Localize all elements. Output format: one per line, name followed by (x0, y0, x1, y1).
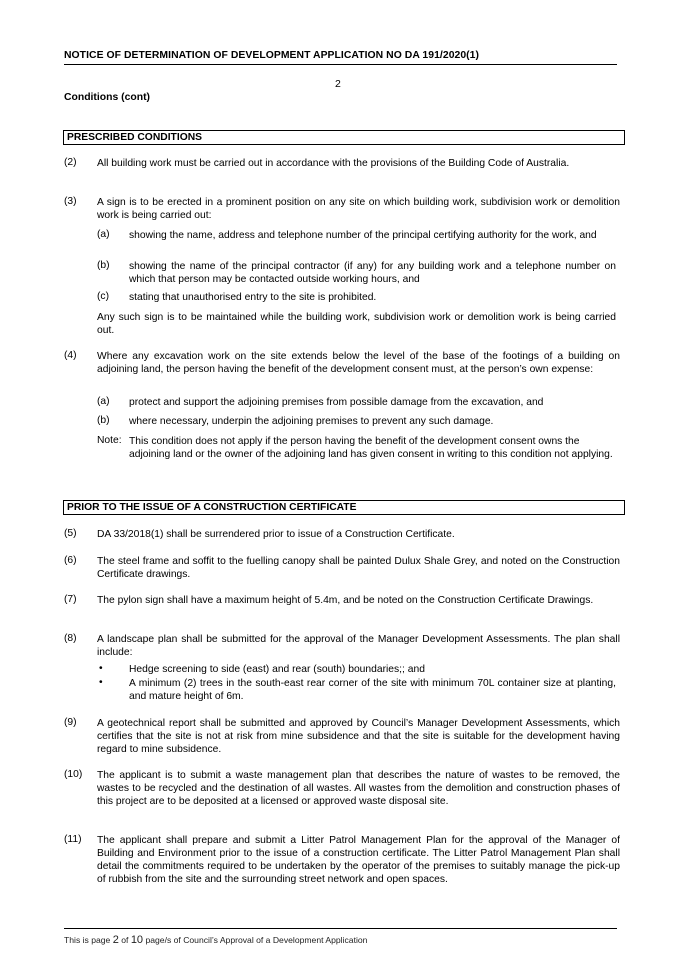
footer-of: of (118, 935, 131, 945)
page-footer (64, 934, 367, 946)
condition-7 (64, 594, 620, 607)
condition-text: A sign is to be erected in a prominent position on any site on which building work, subdivision work or demolition work is being carried out: (97, 197, 620, 221)
condition-text: The steel frame and soffit to the fuelling canopy shall be painted Dulux Shale Grey, and noted on the Construction Certificate drawings. (97, 556, 620, 580)
conditions-cont-heading: Conditions (cont) (64, 92, 150, 103)
condition-8 (64, 633, 620, 659)
condition-number: (11) (64, 834, 82, 845)
document-title: NOTICE OF DETERMINATION OF DEVELOPMENT APPLICATION NO DA 191/2020(1) (64, 50, 480, 61)
condition-text: Where any excavation work on the site extends below the level of the base of the footings of a building on adjoining land, the person having the benefit of the development consent must, at the person’s own expense: (97, 351, 620, 375)
condition-5 (64, 528, 620, 541)
condition-text: A geotechnical report shall be submitted and approved by Council’s Manager Development Assessments, which certifies that the site is not at risk from mine subsidence and that the site is suitable for the development having regard to mine subsidence. (97, 718, 620, 755)
condition-4 (64, 350, 620, 376)
item-label: (b) (97, 415, 110, 426)
bullet-marker: • (99, 663, 103, 674)
item-text: showing the name, address and telephone number of the principal certifying authority for the work, and (129, 230, 597, 241)
condition-number: (10) (64, 769, 83, 780)
condition-4-note (97, 435, 616, 461)
condition-number: (6) (64, 555, 77, 566)
condition-8-bullet-2: A minimum (2) trees in the south-east rear corner of the site with minimum 70L container size at planting, and mature height of 6m. (129, 678, 616, 702)
condition-8-bullet-1: Hedge screening to side (east) and rear (south) boundaries;; and (129, 664, 425, 675)
condition-number: (2) (64, 157, 77, 168)
condition-text: DA 33/2018(1) shall be surrendered prior to issue of a Construction Certificate. (97, 529, 455, 540)
condition-number: (7) (64, 594, 77, 605)
item-text: where necessary, underpin the adjoining premises to prevent any such damage. (129, 416, 494, 427)
condition-3-item-a (97, 229, 616, 242)
condition-10 (64, 769, 620, 808)
note-text: This condition does not apply if the person having the benefit of the development consent owns the adjoining land or the owner of the adjoining land has given consent in writing to this condition not applying. (129, 436, 613, 460)
condition-text: All building work must be carried out in accordance with the provisions of the Building Code of Australia. (97, 158, 570, 169)
item-label: (a) (97, 396, 110, 407)
condition-text: The applicant is to submit a waste management plan that describes the nature of wastes to be removed, the wastes to be recycled and the destination of all wastes. All wastes from the demolition and construction phases of this project are to be deposited at a licensed or approved waste disposal site. (97, 770, 620, 807)
condition-number: (8) (64, 633, 77, 644)
footer-total: 10 (130, 934, 144, 946)
item-label: (c) (97, 291, 110, 302)
condition-3-item-b (97, 260, 616, 286)
section-heading-construction-certificate: PRIOR TO THE ISSUE OF A CONSTRUCTION CERTIFICATE (63, 500, 625, 515)
condition-text: The pylon sign shall have a maximum height of 5.4m, and be noted on the Construction Certificate Drawings. (97, 595, 594, 606)
note-label: Note: (97, 435, 122, 446)
item-text: showing the name of the principal contractor (if any) for any building work and a telephone number on which that person may be contacted outside working hours, and (129, 261, 616, 285)
condition-9 (64, 717, 620, 756)
condition-number: (5) (64, 528, 77, 539)
condition-3-item-c (97, 291, 616, 304)
condition-number: (9) (64, 717, 77, 728)
condition-3-tail: Any such sign is to be maintained while the building work, subdivision work or demolition work is being carried out. (97, 312, 616, 336)
condition-4-item-b (97, 415, 616, 428)
page-number: 2 (335, 78, 341, 90)
condition-3 (64, 196, 620, 222)
section-heading-prescribed: PRESCRIBED CONDITIONS (63, 130, 625, 145)
condition-6 (64, 555, 620, 581)
condition-text: The applicant shall prepare and submit a Litter Patrol Management Plan for the approval of the Manager of Building and Environment prior to the issue of a construction certificate. The Litter Patrol Management Plan shall detail the commitments required to be undertaken by the operator of the premises to suitably manage the pick-up of rubbish from the site and the surrounding street network and open spaces. (97, 835, 620, 885)
condition-2 (64, 157, 620, 170)
item-text: stating that unauthorised entry to the site is prohibited. (129, 292, 377, 303)
item-label: (a) (97, 229, 110, 240)
footer-suffix: page/s of Council’s Approval of a Development Application (143, 935, 368, 945)
condition-text: A landscape plan shall be submitted for the approval of the Manager Development Assessments. The plan shall include: (97, 634, 620, 658)
item-text: protect and support the adjoining premises from possible damage from the excavation, and (129, 397, 544, 408)
footer-rule (64, 928, 617, 929)
condition-number: (3) (64, 196, 77, 207)
bullet-marker: • (99, 677, 103, 688)
condition-11 (64, 834, 620, 886)
condition-number: (4) (64, 350, 77, 361)
condition-4-item-a (97, 396, 616, 409)
item-label: (b) (97, 260, 110, 271)
header-rule (64, 64, 617, 65)
footer-page: 2 (112, 934, 119, 946)
footer-prefix: This is page (64, 935, 113, 945)
